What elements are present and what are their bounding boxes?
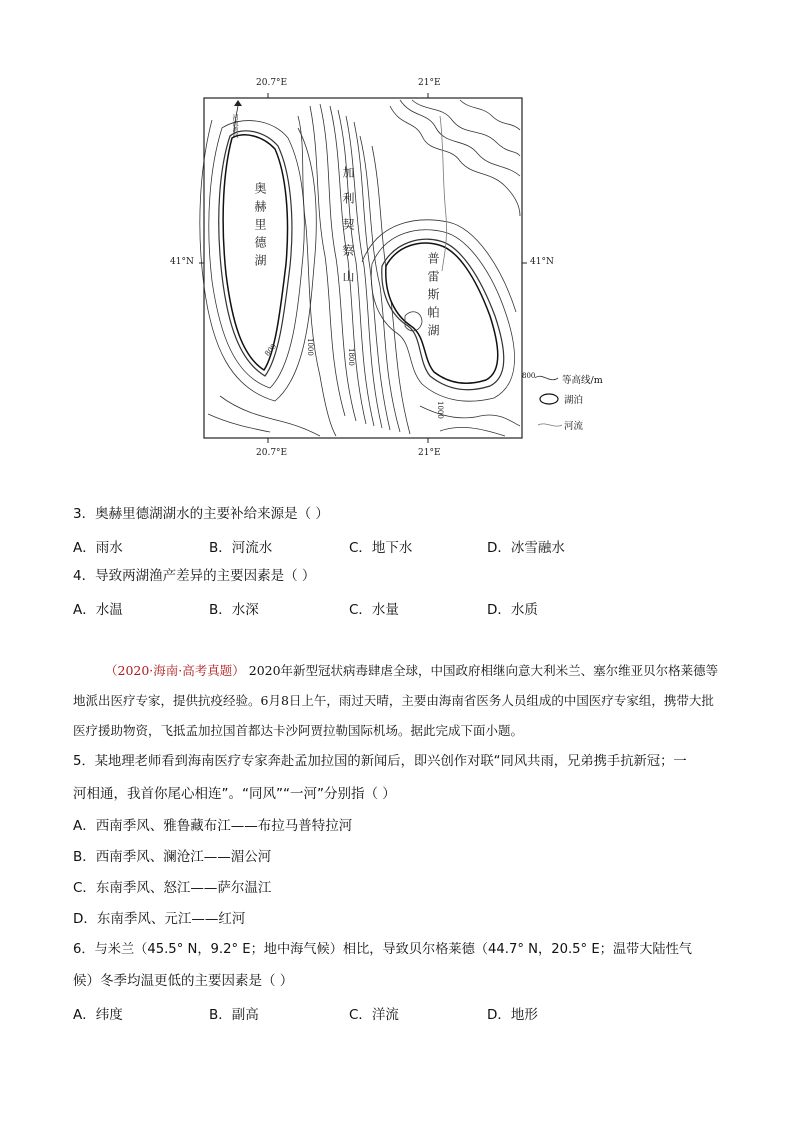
passage-text: 2020年新型冠状病毒肆虐全球，中国政府相继向意大利米兰、塞尔维亚贝尔格莱德等地派出医疗专家，提供抗疫经验。6月8日上午，雨过天晴，主要由海南省医务人员组成的中国医疗专家组，携带大批医疗援助物资，飞抵孟加拉国首都达卡沙阿贾拉勒国际机场。据此完成下面小题。	[73, 663, 719, 738]
lon-label-top-left: 20.7°E	[256, 78, 288, 88]
q3-option-d[interactable]: D．冰雪融水	[487, 540, 565, 556]
q6-option-c[interactable]: C．洋流	[349, 1007, 399, 1023]
lat-label-right: 41°N	[530, 257, 554, 267]
q4-option-d[interactable]: D．水质	[487, 602, 538, 618]
question-3-stem: 3．奥赫里德湖湖水的主要补给来源是（ ）	[73, 506, 329, 522]
contour-label-800: 800	[263, 342, 279, 358]
topographic-map-figure	[160, 76, 640, 466]
passage-source: （2020·海南·高考真题）	[105, 663, 245, 678]
question-4-stem: 4．导致两湖渔产差异的主要因素是（ ）	[73, 568, 316, 584]
lon-label-bottom-right: 21°E	[418, 448, 441, 458]
river-flow-note: 河流流向	[231, 114, 238, 138]
q5-option-b[interactable]: B．西南季风、澜沧江——湄公河	[73, 849, 272, 865]
q3-option-c[interactable]: C．地下水	[349, 540, 413, 556]
lat-label-left: 41°N	[170, 257, 194, 267]
passage	[73, 656, 723, 746]
contour-label-1800: 1800	[347, 348, 355, 366]
legend-river-text: 河流	[564, 421, 584, 432]
q6-option-b[interactable]: B．副高	[209, 1007, 259, 1023]
q6-option-d[interactable]: D．地形	[487, 1007, 538, 1023]
legend-lake-text: 湖泊	[564, 395, 584, 406]
mountain-label: 加利契察山	[341, 166, 355, 296]
question-6-stem-line2: 候）冬季均温更低的主要因素是（ ）	[73, 973, 294, 989]
question-4-options	[73, 598, 538, 618]
q6-option-a[interactable]: A．纬度	[73, 1007, 123, 1023]
q5-option-a[interactable]: A．西南季风、雅鲁藏布江——布拉马普特拉河	[73, 818, 353, 834]
legend-contour-symbol	[535, 376, 558, 379]
q3-option-a[interactable]: A．雨水	[73, 540, 123, 556]
q4-option-a[interactable]: A．水温	[73, 602, 123, 618]
lake-ohrid-label: 奥赫里德湖	[253, 182, 267, 272]
q5-option-d[interactable]: D．东南季风、元江——红河	[73, 911, 246, 927]
question-6-options	[73, 1003, 538, 1023]
q3-option-b[interactable]: B．河流水	[209, 540, 273, 556]
contour-label-1000-right: 1000	[436, 401, 444, 419]
contour-label-1000-left: 1000	[306, 338, 314, 356]
legend-lake-symbol	[540, 394, 558, 404]
lon-label-top-right: 21°E	[418, 78, 441, 88]
flow-arrow-head	[234, 100, 242, 106]
question-5-stem-line1: 5．某地理老师看到海南医疗专家奔赴孟加拉国的新闻后，即兴创作对联“同风共雨，兄弟携手抗新冠；一	[73, 754, 687, 769]
question-6-stem-line1: 6．与米兰（45.5° N，9.2° E；地中海气候）相比，导致贝尔格莱德（44.7° N，20.5° E；温带大陆性气	[73, 942, 692, 957]
legend-contour-sample: 800	[522, 372, 536, 380]
q4-option-c[interactable]: C．水量	[349, 602, 399, 618]
question-3-options	[73, 536, 565, 556]
q4-option-b[interactable]: B．水深	[209, 602, 259, 618]
legend-river-symbol	[538, 424, 562, 426]
lon-label-bottom-left: 20.7°E	[256, 448, 288, 458]
legend-contour-text: 等高线/m	[562, 375, 603, 386]
lake-prespa-label: 普雷斯帕湖	[426, 252, 440, 342]
question-5-stem-line2: 河相通，我首你尾心相连”。“同风”“一河”分别指（ ）	[73, 786, 396, 802]
q5-option-c[interactable]: C．东南季风、怒江——萨尔温江	[73, 880, 272, 896]
